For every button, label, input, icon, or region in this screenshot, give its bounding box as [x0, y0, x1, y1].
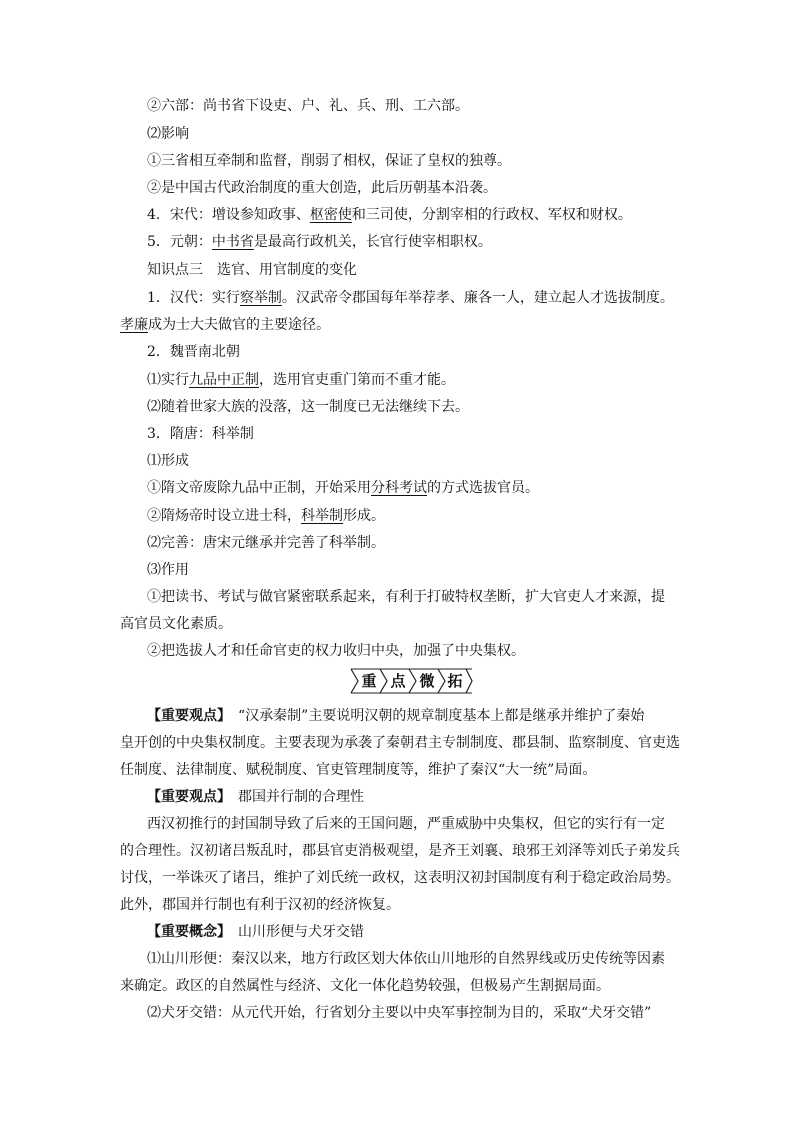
text-segment: 是最高行政机关，长官行使宰相职权。 [253, 234, 492, 250]
text-segment: ⑴实行 [147, 372, 189, 388]
text-line: 西汉初推行的封国制导致了后来的王国问题，严重威胁中央集权，但它的实行有一定 [147, 816, 665, 832]
text-segment: 4．宋代：增设参知政事、 [147, 207, 310, 223]
text-segment: 的方式选拔官员。 [427, 480, 539, 496]
text-segment: ①隋文帝废除九品中正制，开始采用 [147, 480, 371, 496]
section-label: 【重要观点】 [147, 708, 224, 724]
banner-char: 拓 [447, 672, 463, 690]
underlined-term: 科举制 [301, 508, 343, 524]
text-segment: 和三司使，分割宰相的行政权、军权和财权。 [351, 207, 632, 223]
text-line [147, 205, 632, 225]
underlined-term: 孝廉 [120, 317, 148, 333]
banner-char: 重 [361, 672, 377, 690]
text-line: 来确定。政区的自然属性与经济、文化一体化趋势较强，但极易产生割据局面。 [120, 978, 610, 994]
text-line [147, 232, 492, 252]
underlined-term: 分科考试 [371, 480, 427, 496]
text-line [147, 478, 539, 498]
section-banner [349, 668, 474, 694]
text-line: 讨伐，一举诛灭了诸吕，维护了刘氏统一政权，这表明汉初封国制度有利于稳定政治局势。 [120, 870, 680, 886]
banner-char: 点 [390, 672, 406, 690]
section-label: 【重要观点】 [147, 789, 224, 805]
section-label: 【重要概念】 [147, 924, 224, 940]
text-segment: “汉承秦制”主要说明汉朝的规章制度基本上都是继承并维护了秦始 [224, 708, 645, 724]
section-heading: 知识点三 选官、用官制度的变化 [147, 262, 357, 278]
text-line [147, 370, 455, 390]
text-line: 2．魏晋南北朝 [147, 344, 240, 360]
text-segment: 郡国并行制的合理性 [224, 789, 364, 805]
text-line: ②六部：尚书省下设吏、户、礼、兵、刑、工六部。 [147, 98, 469, 114]
text-segment: 1．汉代：实行 [147, 290, 240, 306]
underlined-term: 九品中正制 [189, 372, 259, 388]
underlined-term: 枢密使 [309, 207, 352, 223]
text-line: ①把读书、考试与做官紧密联系起来，有利于打破特权垄断，扩大官吏人才来源，提 [147, 589, 665, 605]
text-line: 此外，郡国并行制也有利于汉初的经济恢复。 [120, 897, 400, 913]
underlined-term: 察举制 [239, 290, 282, 306]
text-segment: ，选用官吏重门第而不重才能。 [259, 372, 455, 388]
text-line [147, 506, 385, 526]
text-segment: 山川形便与犬牙交错 [224, 924, 364, 940]
text-line: ②把选拔人才和任命官吏的权力收归中央，加强了中央集权。 [147, 643, 525, 659]
text-line: 高官员文化素质。 [120, 616, 232, 632]
text-line: 任制度、法律制度、赋税制度、官吏管理制度等，维护了秦汉“大一统”局面。 [120, 762, 597, 778]
text-line: 3．隋唐：科举制 [147, 426, 254, 442]
text-line: ⑵完善：唐宋元继承并完善了科举制。 [147, 535, 385, 551]
text-segment: 成为士大夫做官的主要途径。 [148, 317, 330, 333]
text-line: 的合理性。汉初诸吕叛乱时，郡县官吏消极观望，是齐王刘襄、琅邪王刘泽等刘氏子弟发兵 [120, 843, 680, 859]
text-line: ⑵影响 [147, 126, 189, 142]
text-line [147, 288, 674, 308]
underlined-term: 中书省 [211, 234, 254, 250]
text-line [147, 706, 644, 726]
text-line: ⑶作用 [147, 562, 189, 578]
text-line: ⑴形成 [147, 453, 189, 469]
text-line: ①三省相互牵制和监督，削弱了相权，保证了皇权的独尊。 [147, 153, 511, 169]
text-segment: 形成。 [343, 508, 385, 524]
text-line [147, 922, 364, 942]
text-segment: 。汉武帝令郡国每年举荐孝、廉各一人，建立起人才选拔制度。 [281, 290, 674, 306]
text-segment: ②隋炀帝时设立进士科， [147, 508, 301, 524]
banner-char: 微 [419, 672, 435, 690]
text-line [147, 787, 364, 807]
text-line: ⑴山川形便：秦汉以来，地方行政区划大体依山川地形的自然界线或历史传统等因素 [147, 951, 665, 967]
text-line [120, 315, 330, 335]
text-line: ⑵随着世家大族的没落，这一制度已无法继续下去。 [147, 399, 469, 415]
text-line: ②是中国古代政治制度的重大创造，此后历朝基本沿袭。 [147, 180, 497, 196]
text-line: ⑵犬牙交错：从元代开始，行省划分主要以中央军事控制为目的，采取“犬牙交错” [147, 1005, 652, 1021]
text-segment: 5．元朝： [147, 234, 212, 250]
text-line: 皇开创的中央集权制度。主要表现为承袭了秦朝君主专制制度、郡县制、监察制度、官吏选 [120, 735, 680, 751]
